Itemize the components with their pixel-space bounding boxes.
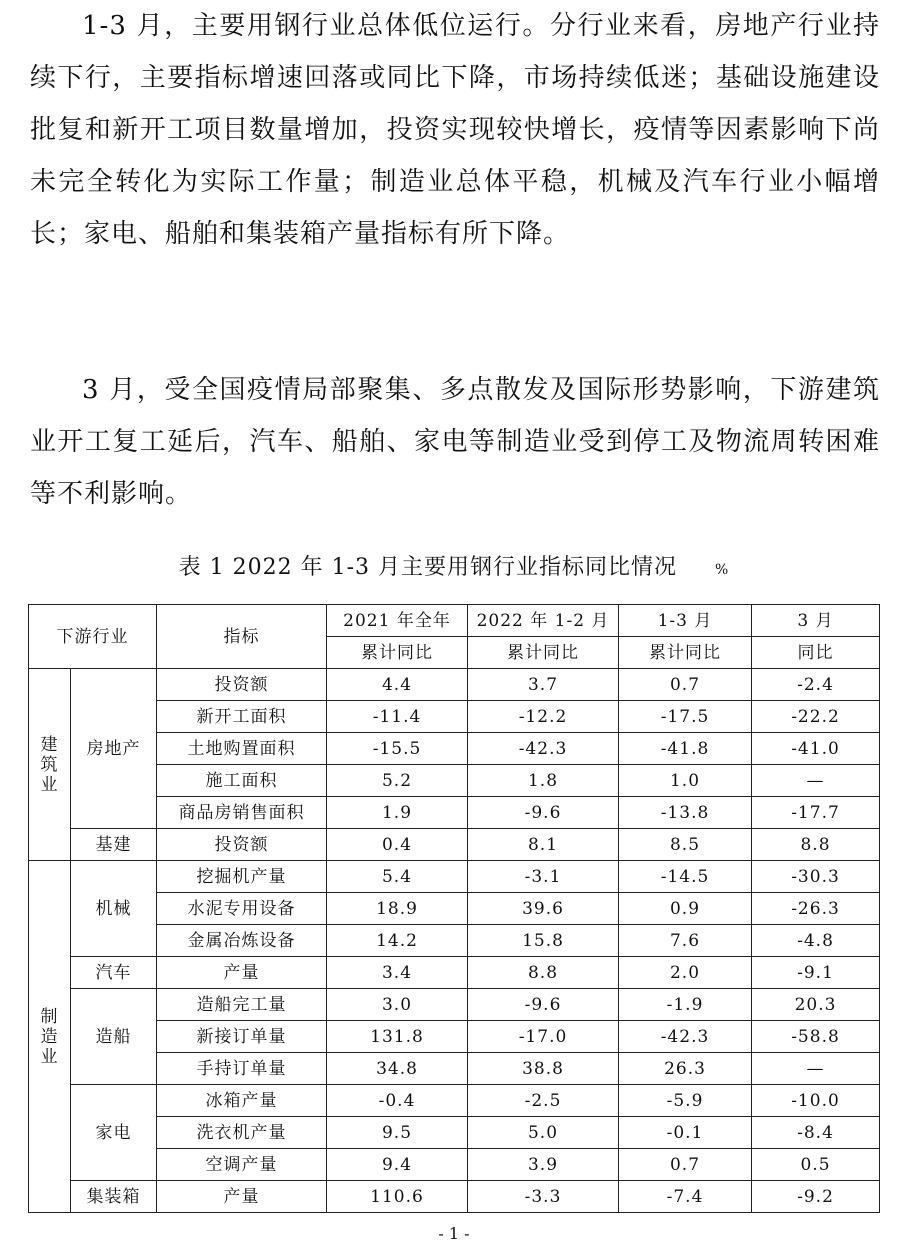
body-paragraph-march: 3 月，受全国疫情局部聚集、多点散发及国际形势影响，下游建筑业开工复工延后，汽车、船舶、家电等制造业受到停工及物流周转困难等不利影响。: [30, 375, 880, 509]
cell-value: -17.0: [468, 1021, 619, 1053]
body-paragraph-summary: 1-3 月，主要用钢行业总体低位运行。分行业来看，房地产行业持续下行，主要指标增速回落或同比下降，市场持续低迷；基础设施建设批复和新开工项目数量增加，投资实现较快增长，疫情等因素影响下尚未完全转化为实际工作量；制造业总体平稳，机械及汽车行业小幅增长；家电、船舶和集装箱产量指标有所下降。: [30, 11, 880, 249]
header-period: 2021 年全年: [327, 605, 468, 637]
subgroup-container: 集装箱: [71, 1181, 157, 1213]
cell-value: 5.4: [327, 861, 468, 893]
cell-value: 9.4: [327, 1149, 468, 1181]
cell-value: -3.3: [468, 1181, 619, 1213]
group-label: 制 造 业: [40, 1006, 59, 1067]
cell-value: 15.8: [468, 925, 619, 957]
cell-value: —: [752, 1053, 880, 1085]
cell-value: 9.5: [327, 1117, 468, 1149]
cell-value: 39.6: [468, 893, 619, 925]
cell-value: -11.4: [327, 701, 468, 733]
table-row: [29, 1021, 880, 1053]
header-period: 2022 年 1-2 月: [468, 605, 619, 637]
table-row: [29, 797, 880, 829]
table-row: [29, 701, 880, 733]
table-row: [29, 829, 880, 861]
cell-value: -9.2: [752, 1181, 880, 1213]
cell-value: -15.5: [327, 733, 468, 765]
cell-value: -12.2: [468, 701, 619, 733]
table-row: [29, 893, 880, 925]
cell-value: 8.5: [619, 829, 752, 861]
cell-value: -2.4: [752, 669, 880, 701]
header-indicator: 指标: [157, 605, 327, 669]
subgroup-machinery: 机械: [71, 861, 157, 957]
table-row: [29, 1053, 880, 1085]
steel-industry-table: [28, 604, 880, 1213]
row-indicator: 造船完工量: [157, 989, 327, 1021]
header-measure: 累计同比: [619, 637, 752, 669]
cell-value: 8.8: [752, 829, 880, 861]
cell-value: 5.0: [468, 1117, 619, 1149]
row-indicator: 手持订单量: [157, 1053, 327, 1085]
cell-value: 3.4: [327, 957, 468, 989]
cell-value: -17.7: [752, 797, 880, 829]
cell-value: 2.0: [619, 957, 752, 989]
cell-value: 8.8: [468, 957, 619, 989]
cell-value: -7.4: [619, 1181, 752, 1213]
row-indicator: 金属冶炼设备: [157, 925, 327, 957]
cell-value: -13.8: [619, 797, 752, 829]
cell-value: 26.3: [619, 1053, 752, 1085]
row-indicator: 投资额: [157, 669, 327, 701]
row-indicator: 新接订单量: [157, 1021, 327, 1053]
table-row: [29, 1085, 880, 1117]
table-header-row-1: [29, 605, 880, 637]
table-row: [29, 1181, 880, 1213]
cell-value: 4.4: [327, 669, 468, 701]
row-indicator: 商品房销售面积: [157, 797, 327, 829]
row-indicator: 空调产量: [157, 1149, 327, 1181]
cell-value: -1.9: [619, 989, 752, 1021]
subgroup-real-estate: 房地产: [71, 669, 157, 829]
cell-value: 1.0: [619, 765, 752, 797]
row-indicator: 水泥专用设备: [157, 893, 327, 925]
cell-value: -0.4: [327, 1085, 468, 1117]
group-construction: [29, 669, 71, 861]
cell-value: 0.9: [619, 893, 752, 925]
cell-value: 110.6: [327, 1181, 468, 1213]
table-row: [29, 669, 880, 701]
cell-value: -41.8: [619, 733, 752, 765]
cell-value: 1.9: [327, 797, 468, 829]
cell-value: 3.9: [468, 1149, 619, 1181]
cell-value: -5.9: [619, 1085, 752, 1117]
row-indicator: 产量: [157, 1181, 327, 1213]
group-label: 建 筑 业: [40, 734, 59, 795]
cell-value: 8.1: [468, 829, 619, 861]
header-period: 3 月: [752, 605, 880, 637]
cell-value: -9.6: [468, 797, 619, 829]
row-indicator: 冰箱产量: [157, 1085, 327, 1117]
row-indicator: 挖掘机产量: [157, 861, 327, 893]
table-row: [29, 957, 880, 989]
cell-value: 5.2: [327, 765, 468, 797]
table-caption: [0, 546, 908, 592]
cell-value: 1.8: [468, 765, 619, 797]
cell-value: -58.8: [752, 1021, 880, 1053]
cell-value: —: [752, 765, 880, 797]
table-row: [29, 733, 880, 765]
row-indicator: 新开工面积: [157, 701, 327, 733]
cell-value: -9.6: [468, 989, 619, 1021]
subgroup-infrastructure: 基建: [71, 829, 157, 861]
table-row: [29, 765, 880, 797]
cell-value: 0.5: [752, 1149, 880, 1181]
cell-value: -4.8: [752, 925, 880, 957]
page-number: - 1 -: [438, 1224, 470, 1243]
row-indicator: 施工面积: [157, 765, 327, 797]
cell-value: -9.1: [752, 957, 880, 989]
table-row: [29, 989, 880, 1021]
subgroup-auto: 汽车: [71, 957, 157, 989]
cell-value: 131.8: [327, 1021, 468, 1053]
cell-value: -22.2: [752, 701, 880, 733]
subgroup-shipbuilding: 造船: [71, 989, 157, 1085]
cell-value: -41.0: [752, 733, 880, 765]
table-unit: %: [715, 562, 730, 578]
cell-value: -2.5: [468, 1085, 619, 1117]
cell-value: -30.3: [752, 861, 880, 893]
table-row: [29, 1117, 880, 1149]
cell-value: 34.8: [327, 1053, 468, 1085]
cell-value: 20.3: [752, 989, 880, 1021]
table-caption-title: 表 1 2022 年 1-3 月主要用钢行业指标同比情况: [178, 555, 678, 580]
cell-value: -14.5: [619, 861, 752, 893]
cell-value: -17.5: [619, 701, 752, 733]
header-measure: 累计同比: [468, 637, 619, 669]
header-measure: 同比: [752, 637, 880, 669]
cell-value: 7.6: [619, 925, 752, 957]
cell-value: -8.4: [752, 1117, 880, 1149]
table-row: [29, 925, 880, 957]
cell-value: -0.1: [619, 1117, 752, 1149]
header-industry: 下游行业: [29, 605, 157, 669]
cell-value: -26.3: [752, 893, 880, 925]
cell-value: 14.2: [327, 925, 468, 957]
row-indicator: 投资额: [157, 829, 327, 861]
row-indicator: 洗衣机产量: [157, 1117, 327, 1149]
cell-value: 3.7: [468, 669, 619, 701]
cell-value: 38.8: [468, 1053, 619, 1085]
cell-value: -42.3: [619, 1021, 752, 1053]
cell-value: -42.3: [468, 733, 619, 765]
cell-value: 0.7: [619, 1149, 752, 1181]
subgroup-appliances: 家电: [71, 1085, 157, 1181]
cell-value: -10.0: [752, 1085, 880, 1117]
row-indicator: 土地购置面积: [157, 733, 327, 765]
cell-value: 0.4: [327, 829, 468, 861]
cell-value: 0.7: [619, 669, 752, 701]
table-row: [29, 1149, 880, 1181]
header-measure: 累计同比: [327, 637, 468, 669]
cell-value: 3.0: [327, 989, 468, 1021]
row-indicator: 产量: [157, 957, 327, 989]
cell-value: -3.1: [468, 861, 619, 893]
group-manufacturing: [29, 861, 71, 1213]
cell-value: 18.9: [327, 893, 468, 925]
table-row: [29, 861, 880, 893]
header-period: 1-3 月: [619, 605, 752, 637]
